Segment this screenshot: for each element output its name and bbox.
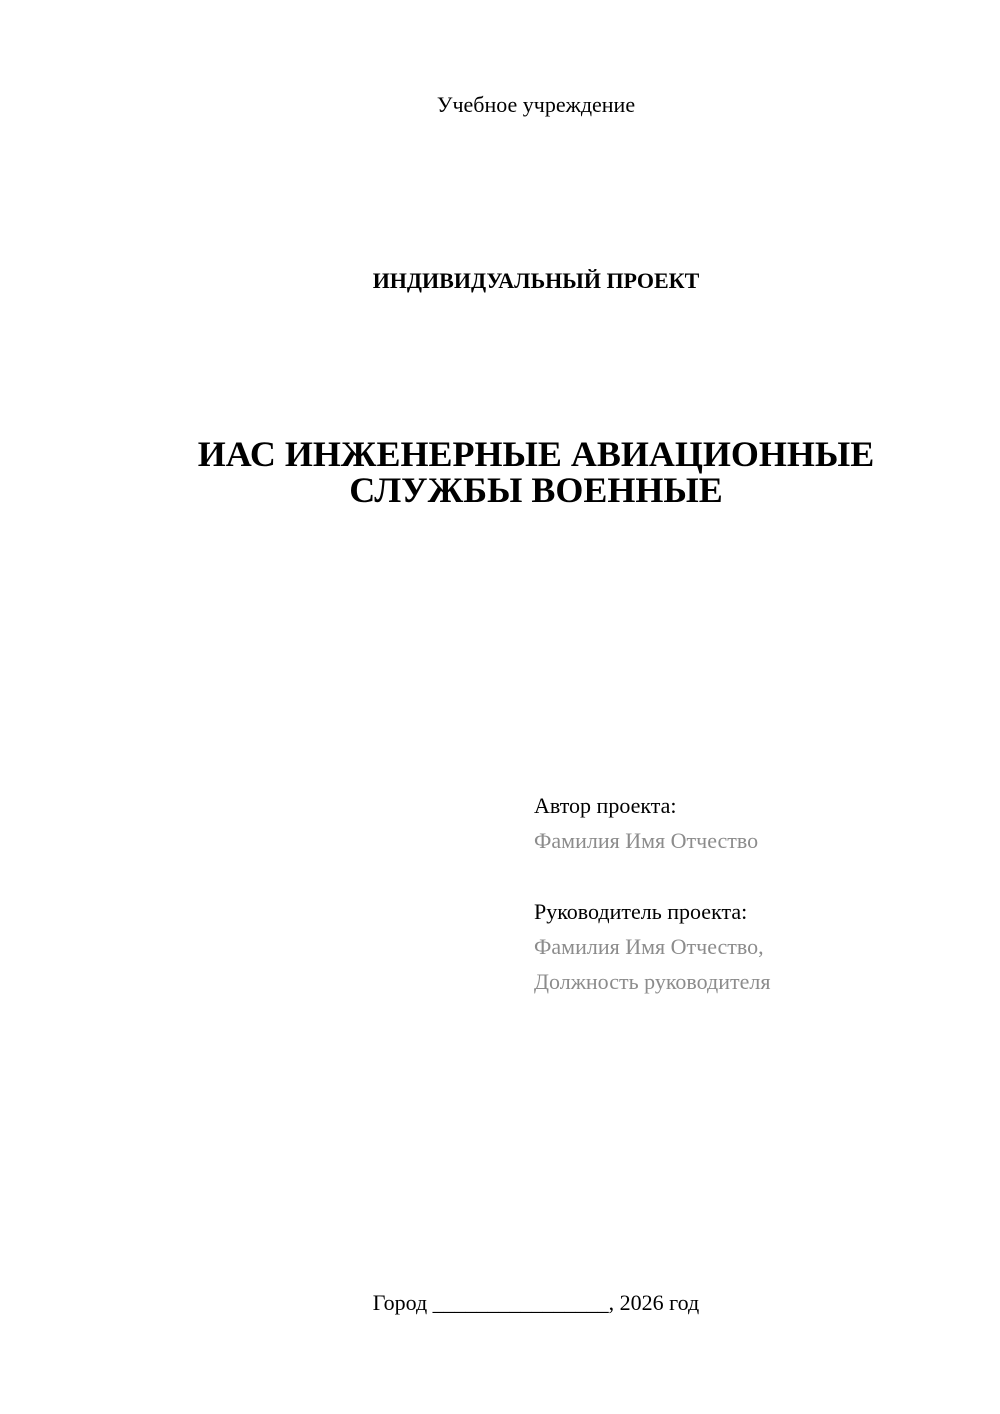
author-label: Автор проекта: [534, 793, 677, 818]
document-type: ИНДИВИДУАЛЬНЫЙ ПРОЕКТ [372, 268, 700, 293]
project-title-line-1: ИАС ИНЖЕНЕРНЫЕ АВИАЦИОННЫЕ [197, 434, 875, 474]
supervisor-label: Руководитель проекта: [534, 899, 748, 924]
institution-name: Учебное учреждение [436, 92, 636, 117]
project-title-line-2: СЛУЖБЫ ВОЕННЫЕ [349, 470, 723, 510]
city-year-line: Город ________________, 2026 год [372, 1290, 700, 1315]
supervisor-name: Фамилия Имя Отчество, [534, 934, 764, 959]
supervisor-position: Должность руководителя [534, 969, 771, 994]
project-title [0, 436, 1000, 508]
credits-block [534, 788, 954, 999]
credits-spacer [534, 858, 954, 894]
author-name: Фамилия Имя Отчество [534, 828, 759, 853]
